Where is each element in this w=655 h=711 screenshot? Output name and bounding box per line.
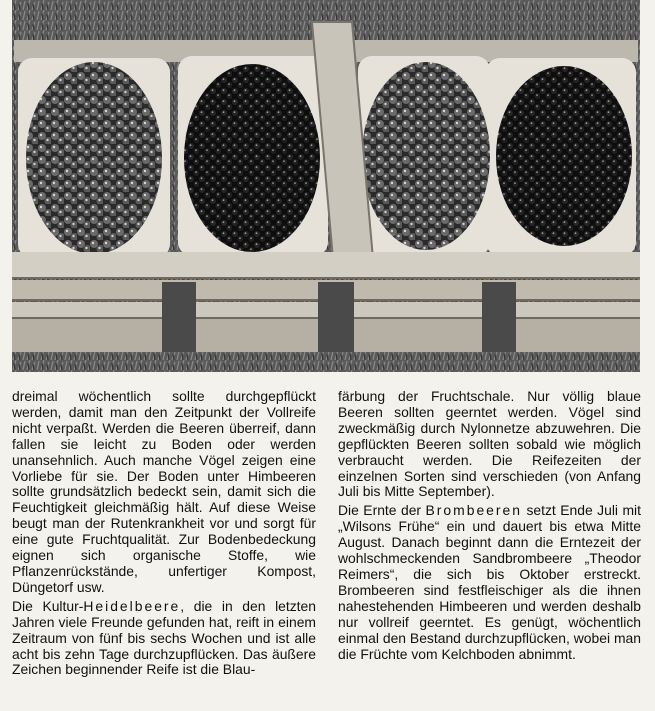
- paragraph: dreimal wöchentlich sollte durchgepflückt werden, damit man den Zeitpunkt der Vollreife nicht verpaßt. Werden die Beeren überreif, dann fallen sie leicht zu Boden oder werden unansehnlich. Auch manche Vögel zeigen eine Vorliebe für sie. Der Boden unter Himbeeren sollte grundsätzlich bedeckt sein, damit sich die Feuchtigkeit gleichmäßig hält. Auf diese Weise beugt man der Rutenkrankheit vor und sorgt für eine gute Fruchtqualität. Zur Bodenbedeckung eignen sich organische Stoffe, wie Pflanzenrückstände, unfertiger Kompost, Düngetorf usw.: [12, 388, 316, 595]
- paragraph: Die Kultur-Heidelbeere, die in den letzten Jahren viele Freunde gefunden hat, reift in einem Zeitraum von fünf bis sechs Wochen und ist alle acht bis zehn Tage durchzupflücken. Das äußere Zeichen beginnender Reife ist die Blau-: [12, 597, 316, 678]
- berry-baskets-photo: [12, 0, 640, 372]
- paragraph: Die Ernte der Brombeeren setzt Ende Juli mit „Wilsons Frühe“ ein und dauert bis etwa Mitte August. Danach beginnt dann die Erntezeit der wohlschmeckenden Sandbrombeere „Theodor Reimers“, die sich bis Oktober erstreckt. Brombeeren sind festfleischiger als die ihnen nahestehenden Himbeeren und werden deshalb nur vollreif geerntet. Es genügt, wöchentlich einmal den Bestand durchzupflücken, wobei man die Früchte vom Kelchboden abnimmt.: [338, 502, 641, 662]
- paragraph: färbung der Fruchtschale. Nur völlig blaue Beeren sollten geerntet werden. Vögel sind zweckmäßig durch Nylonnetze abzuwehren. Die gepflückten Beeren sollten sobald wie möglich verbraucht werden. Die Reifezeiten der einzelnen Sorten sind verschieden (von Anfang Juli bis Mitte September).: [338, 388, 641, 500]
- article-column-right: [338, 389, 641, 665]
- article-column-left: [12, 389, 316, 681]
